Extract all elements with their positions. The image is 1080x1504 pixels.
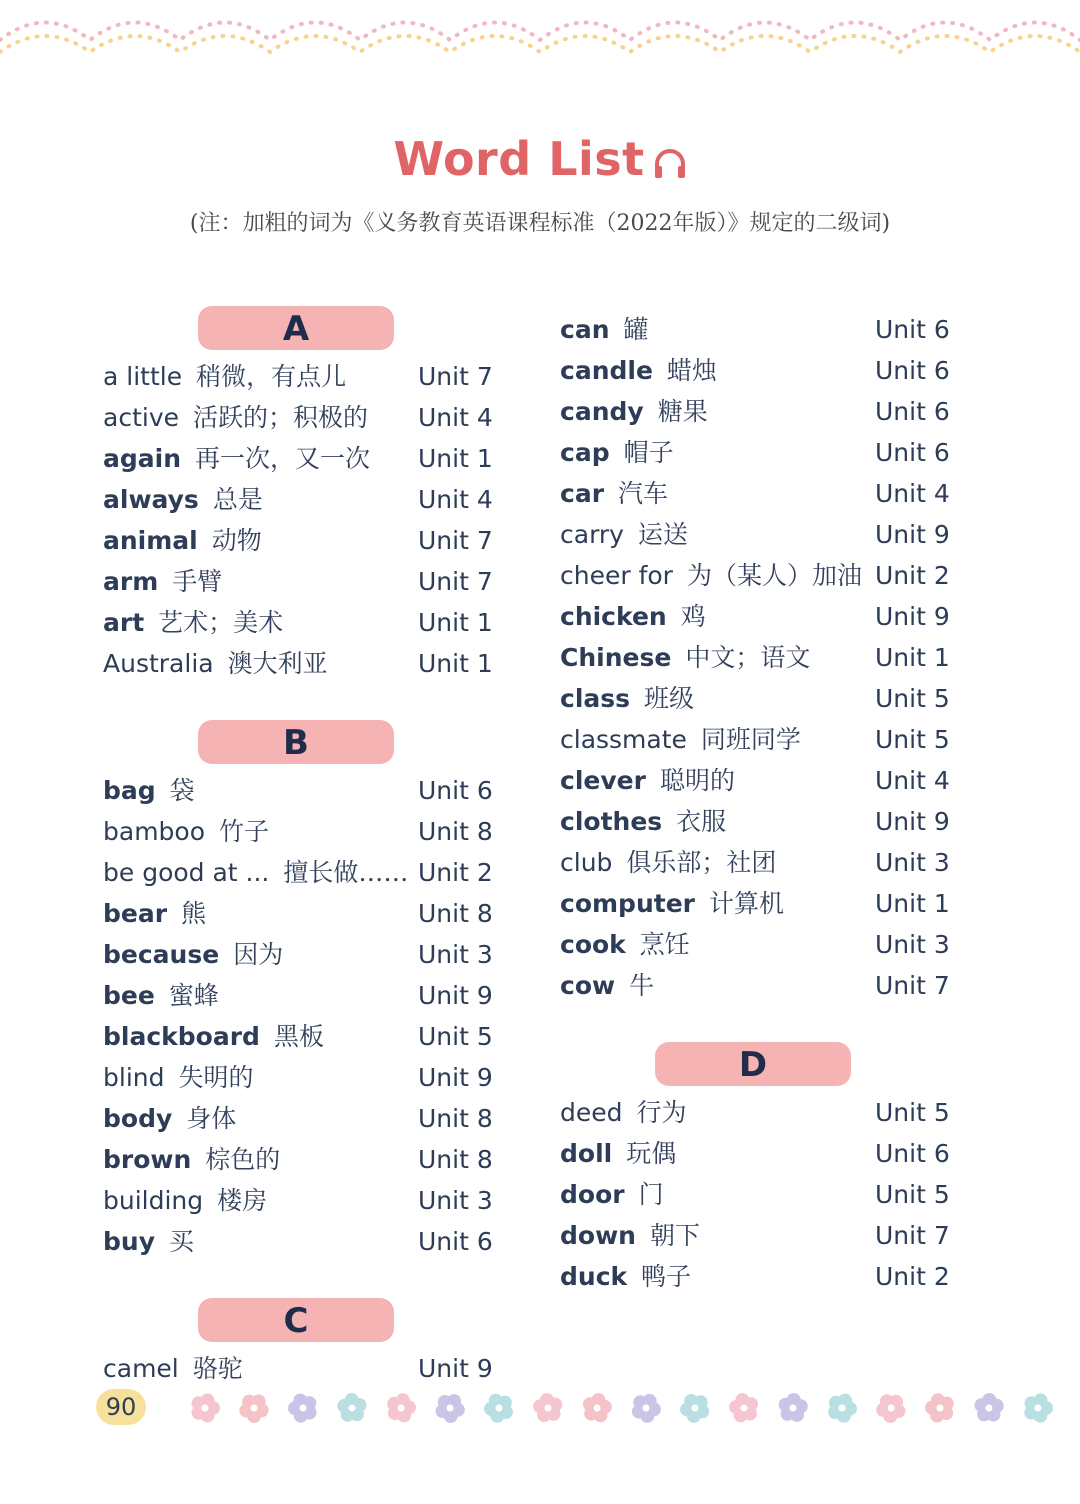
word-entry [103,770,533,811]
word-english: always [103,485,199,514]
word-english: bag [103,776,156,805]
word-english: Australia [103,649,214,678]
word-entry [560,473,990,514]
word-english: classmate [560,725,687,754]
flower-icon [337,1393,366,1422]
word-english: Chinese [560,643,672,672]
left-word-column [103,306,533,1389]
word-english: art [103,608,145,637]
word-unit: Unit 4 [875,766,950,795]
word-english: blind [103,1063,165,1092]
section-heading [103,1298,533,1342]
word-english: chicken [560,602,667,631]
word-unit: Unit 9 [875,602,950,631]
word-unit: Unit 6 [875,315,950,344]
page-title-text: Word List [393,132,645,186]
flower-icon [192,1393,221,1422]
word-unit: Unit 2 [418,858,493,887]
word-unit: Unit 3 [418,940,493,969]
flower-icon [876,1394,905,1423]
word-english: arm [103,567,159,596]
word-meaning: 楼房 [217,1186,268,1215]
word-meaning: 衣服 [676,807,727,836]
word-unit: Unit 8 [418,817,493,846]
word-meaning: 竹子 [219,817,270,846]
flower-icon [583,1393,612,1422]
word-entry [560,1133,990,1174]
flower-icon [925,1393,954,1422]
word-english: be good at ... [103,858,270,887]
flower-icon [387,1393,416,1422]
word-entry [560,883,990,924]
word-meaning: 蜜蜂 [168,981,219,1010]
word-entry [560,924,990,965]
right-word-column [560,309,990,1297]
section-gap [103,684,533,720]
word-meaning: 糖果 [657,397,708,426]
word-english: carry [560,520,624,549]
word-unit: Unit 6 [875,438,950,467]
word-meaning: 总是 [212,485,263,514]
word-entry [103,1180,533,1221]
word-entry [560,432,990,473]
flower-border [180,1380,1080,1436]
word-meaning: 骆驼 [192,1354,243,1383]
word-unit: Unit 6 [875,356,950,385]
word-english: duck [560,1262,628,1291]
word-unit: Unit 3 [418,1186,493,1215]
word-unit: Unit 3 [875,848,950,877]
word-entry [103,1016,533,1057]
word-unit: Unit 6 [418,776,493,805]
word-meaning: 行为 [636,1098,687,1127]
headphones-icon[interactable] [653,147,687,179]
word-unit: Unit 4 [418,485,493,514]
word-unit: Unit 6 [875,397,950,426]
word-meaning: 运送 [637,520,688,549]
word-entry [560,678,990,719]
word-entry [560,514,990,555]
flower-icon [288,1394,317,1423]
word-unit: Unit 7 [418,567,493,596]
page-title [0,132,1080,186]
flower-icon [680,1394,709,1423]
word-entry [103,397,533,438]
word-meaning: 澳大利亚 [227,649,328,678]
word-unit: Unit 2 [875,561,950,590]
word-english: cook [560,930,626,959]
word-english: bamboo [103,817,206,846]
word-entry [560,350,990,391]
word-unit: Unit 9 [875,807,950,836]
section-letter: C [198,1298,394,1342]
word-english: buy [103,1227,155,1256]
word-unit: Unit 8 [418,1145,493,1174]
word-entry [560,965,990,1006]
word-unit: Unit 9 [875,520,950,549]
word-meaning: 玩偶 [626,1139,677,1168]
word-meaning: 为（某人）加油 [686,561,862,590]
word-meaning: 买 [169,1227,195,1256]
word-entry [560,801,990,842]
word-meaning: 手臂 [172,567,223,596]
word-english: blackboard [103,1022,260,1051]
word-unit: Unit 9 [418,981,493,1010]
word-meaning: 帽子 [623,438,674,467]
page-number: 90 [96,1389,146,1425]
word-meaning: 活跃的；积极的 [193,403,369,432]
word-meaning: 身体 [186,1104,237,1133]
word-entry [103,561,533,602]
word-entry [560,1174,990,1215]
word-english: body [103,1104,173,1133]
word-unit: Unit 5 [418,1022,493,1051]
word-meaning: 袋 [169,776,195,805]
word-english: cheer for [560,561,673,590]
word-unit: Unit 4 [418,403,493,432]
word-unit: Unit 8 [418,1104,493,1133]
word-entry [103,934,533,975]
word-entry [103,1098,533,1139]
word-entry [560,842,990,883]
word-english: candle [560,356,653,385]
word-meaning: 俱乐部；社团 [626,848,777,877]
word-unit: Unit 7 [418,362,493,391]
word-unit: Unit 5 [875,1180,950,1209]
word-entry [560,760,990,801]
word-unit: Unit 1 [418,608,493,637]
word-meaning: 稍微，有点儿 [196,362,347,391]
word-unit: Unit 4 [875,479,950,508]
section-letter: A [198,306,394,350]
word-english: camel [103,1354,179,1383]
word-meaning: 擅长做…… [283,858,409,887]
word-unit: Unit 1 [418,444,493,473]
word-english: down [560,1221,636,1250]
flower-icon [484,1394,513,1423]
word-unit: Unit 1 [418,649,493,678]
word-english: deed [560,1098,623,1127]
bold-words-note: (注：加粗的词为《义务教育英语课程标准（2022年版）》规定的二级词) [189,211,891,236]
word-unit: Unit 9 [418,1063,493,1092]
word-unit: Unit 7 [875,971,950,1000]
word-english: brown [103,1145,192,1174]
word-meaning: 罐 [623,315,649,344]
word-english: club [560,848,613,877]
word-entry [103,811,533,852]
word-english: cap [560,438,610,467]
word-unit: Unit 1 [875,643,950,672]
word-meaning: 牛 [629,971,655,1000]
word-english: bee [103,981,155,1010]
word-meaning: 计算机 [708,889,784,918]
flower-icon [828,1394,857,1423]
flower-icon [975,1393,1004,1422]
section-letter: D [655,1042,851,1086]
word-english: computer [560,889,695,918]
word-entry [560,1092,990,1133]
word-english: again [103,444,182,473]
word-english: a little [103,362,183,391]
word-english: can [560,315,610,344]
word-entry [560,309,990,350]
section-gap [103,1262,533,1298]
word-english: car [560,479,605,508]
word-english: clothes [560,807,663,836]
word-english: class [560,684,631,713]
word-entry [103,520,533,561]
flower-icon [436,1394,465,1423]
word-english: cow [560,971,616,1000]
word-meaning: 黑板 [273,1022,324,1051]
word-entry [103,643,533,684]
word-meaning: 再一次，又一次 [195,444,371,473]
word-unit: Unit 5 [875,725,950,754]
word-entry [103,356,533,397]
word-entry [103,438,533,479]
word-unit: Unit 6 [875,1139,950,1168]
word-unit: Unit 2 [875,1262,950,1291]
section-heading [103,720,533,764]
word-entry [560,1215,990,1256]
word-meaning: 熊 [181,899,207,928]
word-unit: Unit 7 [418,526,493,555]
word-entry [103,1139,533,1180]
word-entry [560,391,990,432]
word-meaning: 蜡烛 [666,356,717,385]
word-meaning: 朝下 [649,1221,700,1250]
word-meaning: 失明的 [178,1063,254,1092]
word-entry [560,719,990,760]
word-english: clever [560,766,646,795]
word-english: animal [103,526,198,555]
word-entry [560,596,990,637]
word-unit: Unit 6 [418,1227,493,1256]
word-meaning: 汽车 [618,479,669,508]
word-meaning: 艺术；美术 [158,608,284,637]
word-english: bear [103,899,168,928]
word-unit: Unit 5 [875,684,950,713]
word-meaning: 聪明的 [659,766,735,795]
word-entry [103,1057,533,1098]
word-entry [103,1221,533,1262]
flower-icon [239,1394,268,1423]
top-dotted-border [0,0,1080,70]
word-meaning: 班级 [644,684,695,713]
flower-icon [779,1393,808,1422]
word-entry [103,893,533,934]
section-heading [560,1042,990,1086]
word-english: building [103,1186,204,1215]
word-entry [560,1256,990,1297]
word-unit: Unit 9 [418,1354,493,1383]
word-meaning: 中文；语文 [685,643,811,672]
word-meaning: 烹饪 [639,930,690,959]
word-meaning: 因为 [233,940,284,969]
flower-icon [632,1394,661,1423]
word-unit: Unit 8 [418,899,493,928]
word-english: active [103,403,179,432]
word-entry [103,479,533,520]
flower-icon [1024,1393,1053,1422]
word-entry [103,602,533,643]
word-english: door [560,1180,625,1209]
word-meaning: 同班同学 [700,725,801,754]
word-unit: Unit 3 [875,930,950,959]
word-english: doll [560,1139,613,1168]
word-unit: Unit 5 [875,1098,950,1127]
word-meaning: 棕色的 [205,1145,281,1174]
word-english: because [103,940,220,969]
section-heading [103,306,533,350]
word-meaning: 鸭子 [641,1262,692,1291]
word-entry [560,555,990,596]
word-entry [103,975,533,1016]
section-gap [560,1006,990,1042]
word-entry [560,637,990,678]
flower-icon [533,1393,562,1422]
word-unit: Unit 1 [875,889,950,918]
word-meaning: 鸡 [680,602,706,631]
section-letter: B [198,720,394,764]
word-english: candy [560,397,644,426]
word-entry [103,852,533,893]
word-meaning: 门 [638,1180,664,1209]
word-meaning: 动物 [211,526,262,555]
word-unit: Unit 7 [875,1221,950,1250]
flower-icon [729,1393,758,1422]
